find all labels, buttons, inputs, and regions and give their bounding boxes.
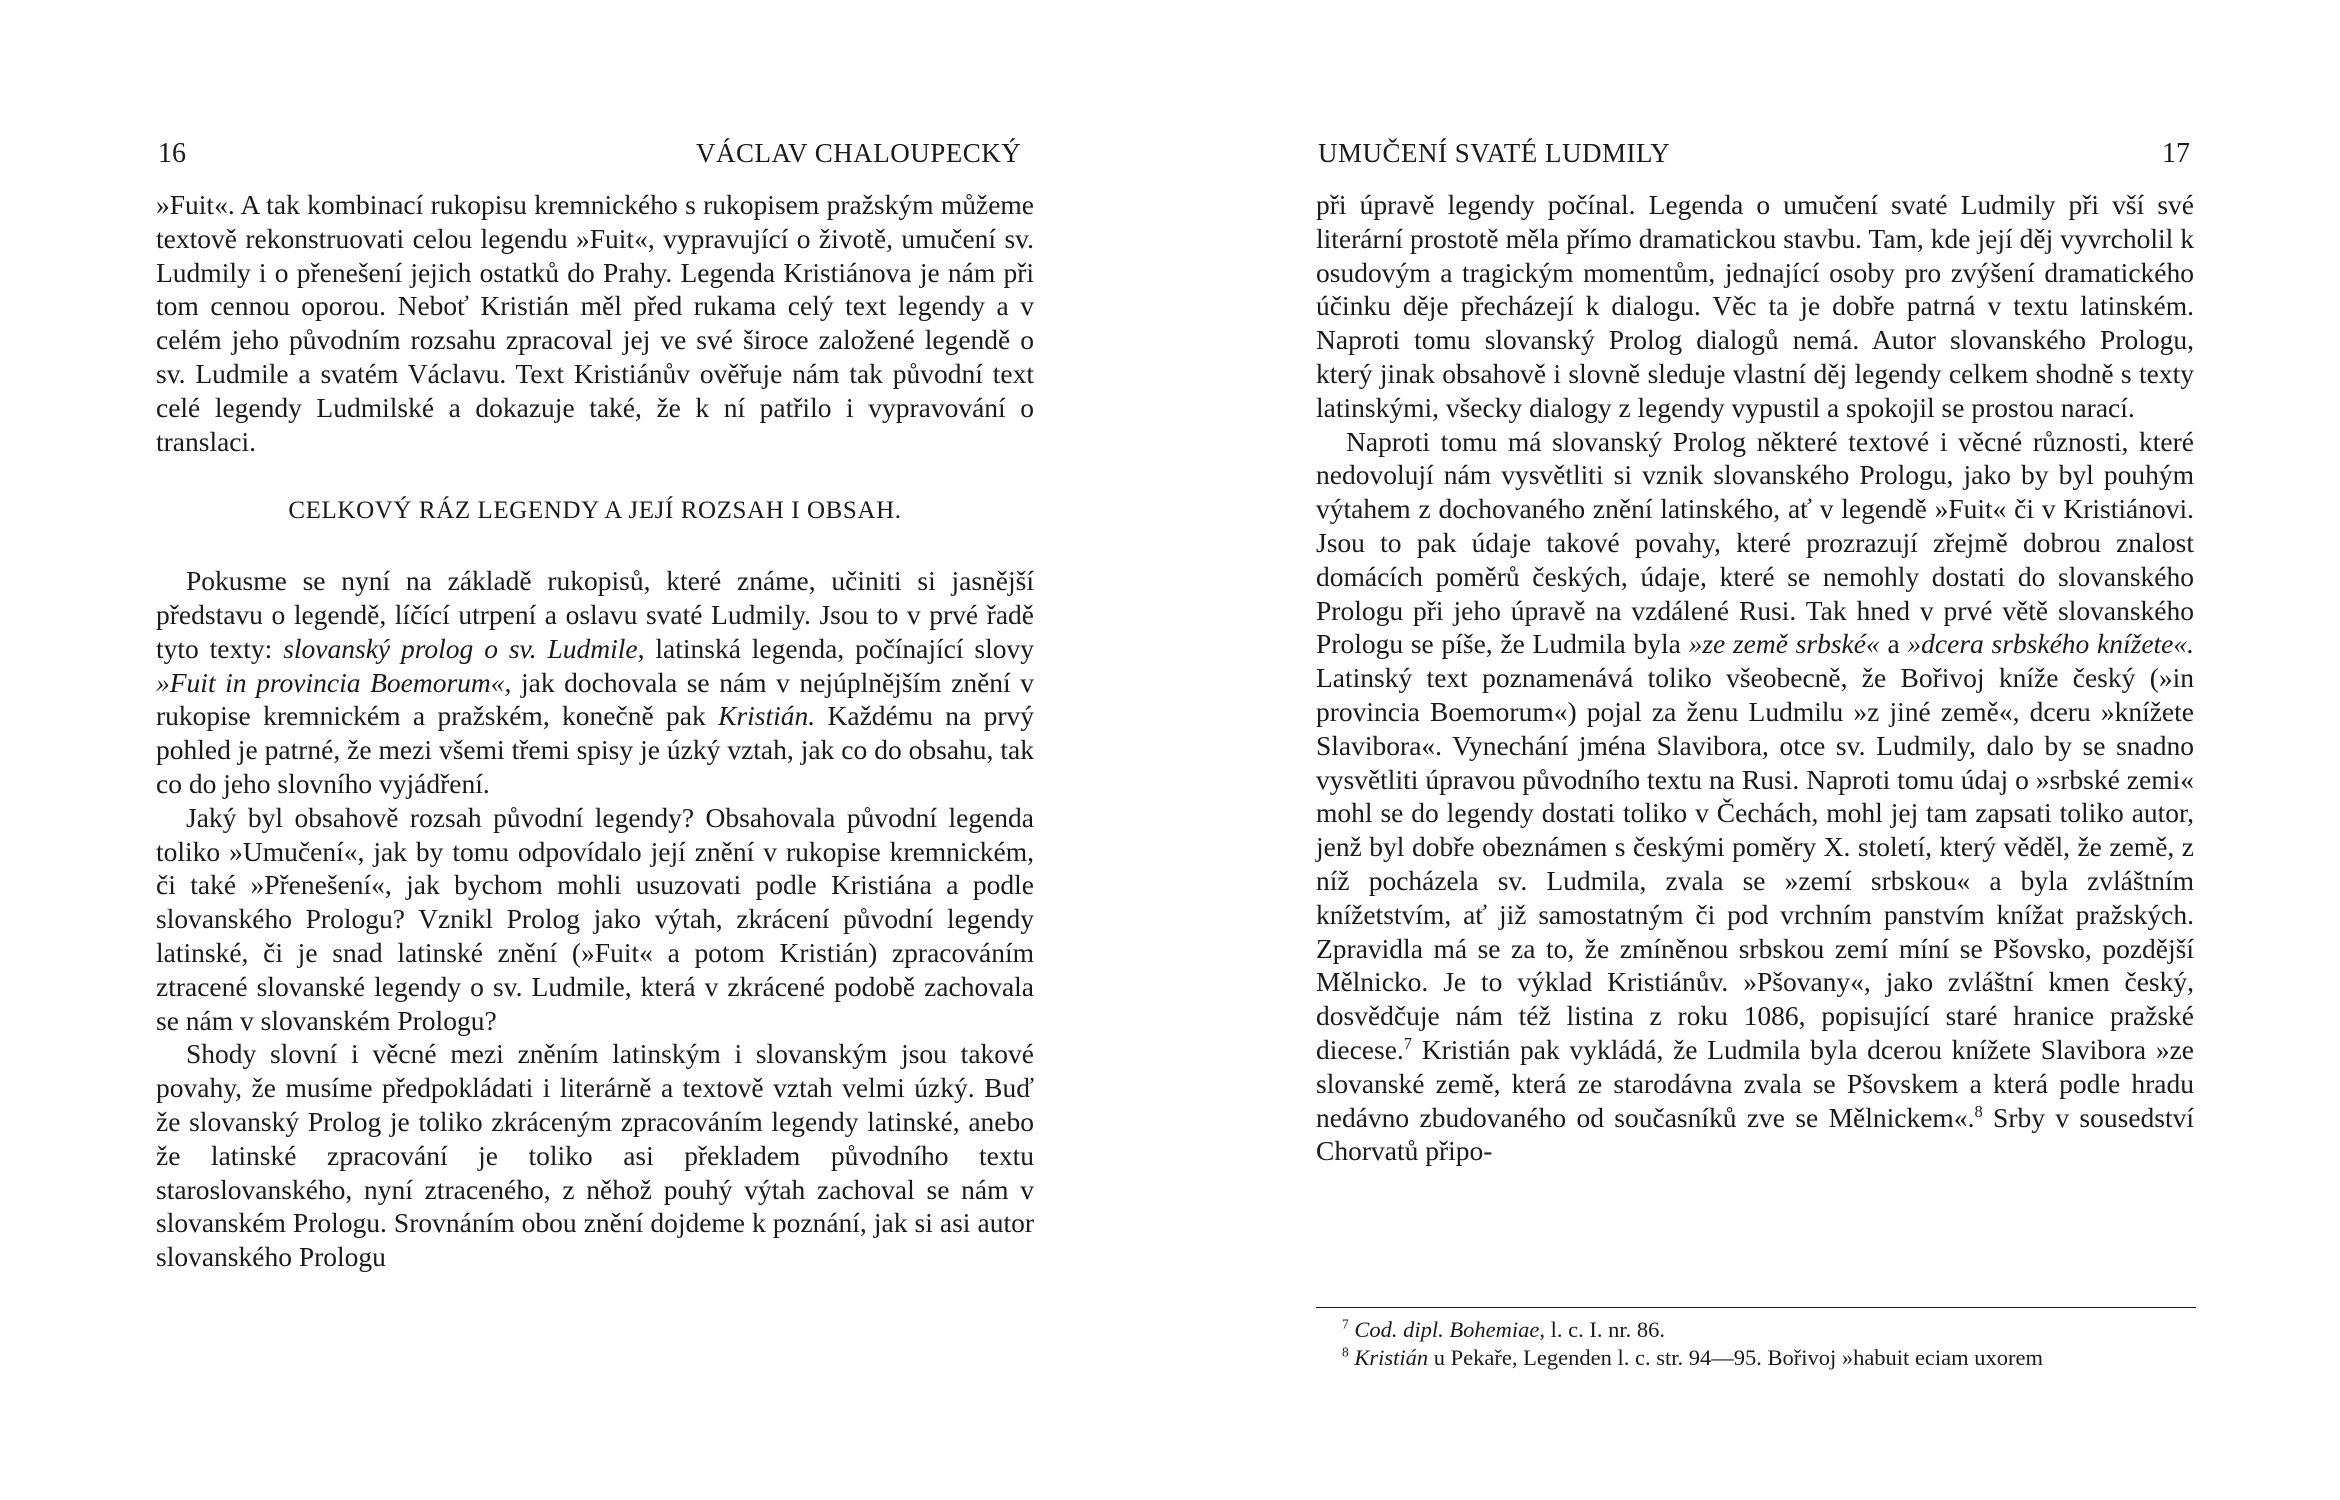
footnote-divider [1316, 1307, 2196, 1308]
right-page [1170, 0, 2340, 1500]
page-number: 16 [158, 138, 186, 169]
footnote: $^8$ Kristián u Pekaře, Legenden l. c. str. 94—95. Bořivoj »habuit eciam uxorem [1342, 1344, 2044, 1370]
paragraph: Naproti tomu má slovanský Prolog některé textové i věcné různosti, které nedovolují nám vysvětliti si vznik slovanského Prologu, jako by byl pouhým výtahem z dochovaného znění latinského, ať v legendě »Fuit« či v Kristiánovi. Jsou to pak údaje takové povahy, které prozrazují zřejmě dobrou znalost domácích poměrů českých, údaje, které se nemohly dostati do slovanského Prologu při jeho úpravě na vzdálené Rusi. Tak hned v prvé větě slovanského Prologu se píše, že Ludmila byla »ze země srbské« a »dcera srbského knížete«. Latinský text poznamenává toliko všeobecně, že Bořivoj kníže český (»in provincia Boemorum«) pojal za ženu Ludmilu »z jiné země«, dceru »knížete Slavibora«. Vynechání jména Slavibora, otce sv. Ludmily, dalo by se snadno vysvětliti úpravou původního textu na Rusi. Naproti tomu údaj o »srbské zemi« mohl se do legendy dostati toliko v Čechách, mohl jej tam zapsati toliko autor, jenž byl dobře obeznámen s českými poměry X. století, který věděl, že země, z níž pocházela sv. Ludmila, zvala se »zemí srbskou« a byla zvláštním knížetstvím, ať již samostatným či pod vrchním panstvím knížat pražských. Zpravidla má se za to, že zmíněnou srbskou zemí míní se Pšovsko, pozdější Mělnicko. Je to výklad Kristiánův. »Pšovany«, jako zvláštní kmen český, dosvědčuje nám též listina z roku 1086, popisující staré hranice pražské diecese.$^7$ Kristián pak vykládá, že Ludmila byla dcerou knížete Slavibora »ze slovanské země, která ze starodávna zvala se Pšovskem a která podle hradu nedávno zbudovaného od současníků zve se Mělnickem«.$^8$ Srby v sousedství Chorvatů připo- [1316, 425, 2195, 1167]
running-head: UMUČENÍ SVATÉ LUDMILY [1318, 138, 1671, 168]
paragraph: »Fuit«. A tak kombinací rukopisu kremnického s rukopisem pražským můžeme textově rekonstruovati celou legendu »Fuit«, vypravující o životě, umučení sv. Ludmily i o přenešení jejich ostatků do Prahy. Legenda Kristiánova je nám při tom cennou oporou. Neboť Kristián měl před rukama celý text legendy a v celém jeho původním rozsahu zpracoval jej ve své široce založené legendě o sv. Ludmile a svatém Václavu. Text Kristiánův ověřuje nám tak původní text celé legendy Ludmilské a dokazuje také, že k ní patřilo i vypravování o translaci. [156, 189, 1034, 457]
footnote-ref: 7 [1403, 1033, 1413, 1053]
left-page-text [156, 188, 1034, 1274]
paragraph: Shody slovní i věcné mezi zněním latinským i slovanským jsou takové povahy, že musíme předpokládati i literárně a textově vztah velmi úzký. Buď že slovanský Prolog je toliko zkráceným zpracováním legendy latinské, anebo že latinské zpracování je toliko asi překladem původního textu staroslovanského, nyní ztraceného, z něhož pouhý výtah zachoval se nám v slovanském Prologu. Srovnáním obou znění dojdeme k poznání, jak si asi autor slovanského Prologu [156, 1038, 1034, 1273]
footnotes [1316, 1316, 2194, 1372]
running-head: VÁCLAV CHALOUPECKÝ [696, 138, 1022, 168]
paragraph: Jaký byl obsahově rozsah původní legendy? Obsahovala původní legenda toliko »Umučení«, jak by tomu odpovídalo její znění v rukopise kremnickém, či také »Přenešení«, jak bychom mohli usuzovati podle Kristiána a podle slovanského Prologu? Vznikl Prolog jako výtah, zkrácení původní legendy latinské, či je snad latinské znění (»Fuit« a potom Kristián) zpracováním ztracené slovanské legendy o sv. Ludmile, která v zkrácené podobě zachovala se nám v slovanském Prologu? [156, 801, 1034, 1036]
section-heading: CELKOVÝ RÁZ LEGENDY A JEJÍ ROZSAH I OBSAH. [288, 497, 902, 525]
right-page-text [1316, 188, 2194, 1168]
footnote: $^7$ Cod. dipl. Bohemiae, l. c. I. nr. 86. [1342, 1316, 1665, 1342]
paragraph: Pokusme se nyní na základě rukopisů, které známe, učiniti si jasnější představu o legendě, líčící utrpení a oslavu svaté Ludmily. Jsou to v prvé řadě tyto texty: slovanský prolog o sv. Ludmile, latinská legenda, počínající slovy »Fuit in provincia Boemorum«, jak dochovala se nám v nejúplnějším znění v rukopise kremnickém a pražském, konečně pak Kristián. Každému na prvý pohled je patrné, že mezi všemi třemi spisy je úzký vztah, jak co do obsahu, tak co do jeho slovního vyjádření. [156, 565, 1034, 799]
footnote-ref: 8 [1974, 1101, 1983, 1121]
paragraph: při úpravě legendy počínal. Legenda o umučení svaté Ludmily při vší své literární prostotě měla přímo dramatickou stavbu. Tam, kde její děj vyvrcholil k osudovým a tragickým momentům, jednající osoby pro zvýšení dramatického účinku děje přecházejí k dialogu. Věc ta je dobře patrná v textu latinském. Naproti tomu slovanský Prolog dialogů nemá. Autor slovanského Prologu, který jinak obsahově i slovně sleduje vlastní děj legendy celkem shodně s texty latinskými, všecky dialogy z legendy vypustil a spokojil se prostou narací. [1316, 189, 2194, 423]
page-number: 17 [2162, 138, 2190, 169]
